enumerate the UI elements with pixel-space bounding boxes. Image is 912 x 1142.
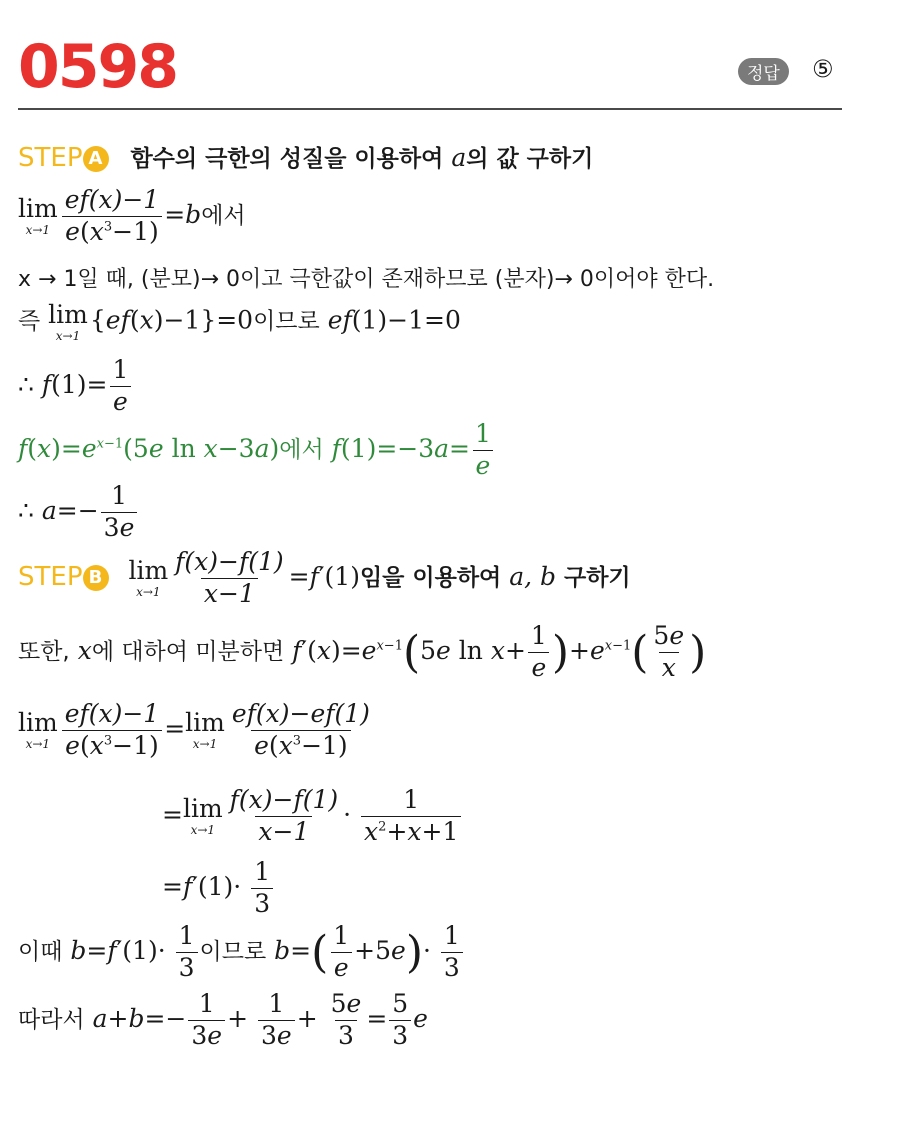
step-b-title-text-2: 구하기	[564, 564, 631, 591]
math-line-numerator-limit: 즉 lim x→1 {ef(x)−1}=0이므로 ef(1)−1=0	[18, 300, 461, 343]
text-condition-line: x → 1일 때, (분모)→ 0이고 극한값이 존재하므로 (분자)→ 0이어야 한다.	[18, 267, 715, 292]
text-eseo: 에서	[279, 436, 324, 463]
fraction: $\frac{1}{3e}$	[188, 990, 225, 1051]
step-a-title	[130, 143, 594, 172]
answer-badge: 정답	[738, 58, 789, 85]
fraction: $\frac{f(x)-f(1)}{x-1}$	[229, 785, 339, 846]
math-line-final: 따라서 a+b=− $\frac{1}{3e}$ + $\frac{1}{3e}$ + $\frac{5e}{3}$ = $\frac{5}{3}$ e	[18, 989, 428, 1050]
fraction: $\frac{1}{3e}$	[101, 482, 138, 543]
math-line-highlighted: $f(x)=e^{x-1}(5e$ ln x−3a)에서 f(1)=−3a= $\frac{1}{e}$	[18, 420, 496, 481]
math-line-a-value: ∴ a=− $\frac{1}{3e}$	[18, 482, 139, 543]
step-b-title-text: 임을 이용하여	[359, 564, 502, 591]
math-line-b-value: 이때 b=f′(1)· $\frac{1}{3}$ 이므로 b=( $\frac{1}{e}$ +5e)· $\frac{1}{3}$	[18, 922, 465, 983]
step-b-title-vars: a, b	[509, 561, 557, 591]
fraction: $\frac{1}{x^2+x+1}$	[361, 786, 461, 847]
fraction: $\frac{1}{e}$	[110, 356, 132, 417]
limit-operator: lim x→1	[18, 708, 58, 752]
step-a-badge: A	[83, 146, 109, 172]
text-imeuro: 이므로	[199, 938, 267, 965]
fraction: $\frac{1}{3}$	[176, 922, 198, 983]
math-line-limit-expand-2: = lim x→1 $\frac{f(x)-f(1)}{x-1}$ · $\frac{1}{x^2+x+1}$	[162, 786, 463, 847]
math-line-f1: ∴ f(1)= $\frac{1}{e}$	[18, 356, 133, 417]
fraction: $\frac{1}{3e}$	[258, 990, 295, 1051]
math-line-limit-expand-1: lim x→1 $\frac{ef(x)-1}{e(x^3-1)}$ = lim x→1 $\frac{ef(x)-ef(1)}{e(x^3-1)}$	[18, 700, 375, 761]
therefore-symbol: ∴	[18, 495, 34, 525]
step-a-label: STEP	[18, 143, 83, 173]
fraction: $\frac{1}{e}$	[528, 622, 550, 683]
step-a-title-var: a	[451, 143, 467, 172]
answer-value: ⑤	[812, 55, 834, 83]
fraction: $\frac{5e}{x}$	[653, 621, 685, 682]
fraction: $\frac{f(x)-f(1)}{x-1}$	[175, 547, 284, 608]
math-line-limit: lim x→1 $\frac{ef(x)-1}{e(x^3-1)}$ =b에서	[18, 185, 246, 246]
text-ittae: 이때	[18, 938, 63, 965]
limit-operator: lim x→1	[128, 556, 169, 600]
limit-operator: lim x→1	[182, 794, 223, 838]
fraction: $\frac{5}{3}$	[389, 990, 411, 1051]
therefore-symbol: ∴	[18, 369, 34, 399]
fraction: $\frac{1}{e}$	[330, 922, 352, 983]
text-ttaraseo: 따라서	[18, 1006, 85, 1033]
math-line-limit-expand-3: =f′(1)· $\frac{1}{3}$	[162, 858, 275, 919]
fraction: $\frac{ef(x)-1}{e(x^3-1)}$	[62, 186, 163, 247]
text-ttohan: 또한,	[18, 638, 70, 665]
fraction: $\frac{ef(x)-ef(1)}{e(x^3-1)}$	[231, 699, 370, 760]
step-a-heading	[18, 140, 593, 173]
text-differentiate: 에 대하여 미분하면	[91, 638, 285, 665]
step-a-title-text: 함수의 극한의 성질을 이용하여	[130, 146, 444, 172]
limit-operator: lim x→1	[185, 708, 225, 752]
text-eseo: 에서	[201, 202, 246, 229]
fraction: $\frac{1}{e}$	[472, 420, 494, 481]
text-imeuro: 이므로	[253, 308, 320, 335]
fraction: $\frac{ef(x)-1}{e(x^3-1)}$	[62, 700, 163, 761]
math-line-derivative: 또한, x에 대하여 미분하면 $f'(x)=e^{x-1}(5e$ ln x+ $\frac{1}{e}$ )$+e^{x-1}$( $\frac{5e}{x}$ )	[18, 621, 707, 682]
limit-operator: lim x→1	[48, 300, 88, 343]
step-b-heading: STEP B lim x→1 $\frac{f(x)-f(1)}{x-1}$ =f′(1)임을 이용하여 a, b 구하기	[18, 547, 631, 608]
step-b-label: STEP	[18, 561, 83, 592]
problem-number: 0598	[18, 32, 177, 102]
step-b-badge: B	[83, 565, 109, 591]
text-jeuk: 즉	[18, 308, 41, 335]
header-rule	[18, 108, 842, 110]
limit-operator: lim x→1	[18, 194, 58, 238]
step-a-title-text-2: 의 값 구하기	[466, 146, 594, 172]
fraction: $\frac{1}{3}$	[251, 858, 273, 919]
fraction: $\frac{1}{3}$	[441, 922, 463, 983]
fraction: $\frac{5e}{3}$	[330, 989, 362, 1050]
